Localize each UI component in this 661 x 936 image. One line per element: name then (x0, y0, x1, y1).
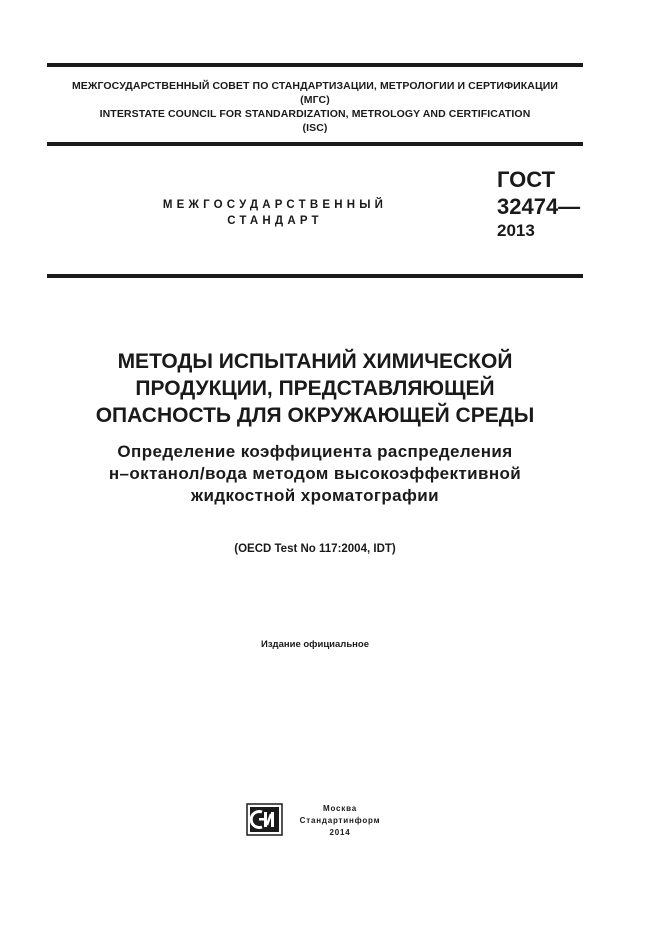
subtitle-line: Определение коэффициента распределения (117, 442, 513, 461)
council-name-en: INTERSTATE COUNCIL FOR STANDARDIZATION, METROLOGY AND CERTIFICATION (99, 108, 531, 120)
top-rule (47, 63, 583, 67)
standartinform-logo-icon (246, 803, 283, 836)
gost-number: 32474— (497, 194, 581, 219)
council-header (47, 79, 583, 135)
publisher-year: 2014 (329, 828, 351, 837)
gost-designation (497, 166, 580, 242)
subtitle-line: жидкостной хроматографии (191, 486, 439, 505)
subtitle-line: н–октанол/вода методом высокоэффективной (108, 464, 522, 483)
standard-type-line1: МЕЖГОСУДАРСТВЕННЫЙ (162, 199, 388, 211)
council-name-ru: МЕЖГОСУДАРСТВЕННЫЙ СОВЕТ ПО СТАНДАРТИЗАЦИИ, МЕТРОЛОГИИ И СЕРТИФИКАЦИИ (71, 80, 559, 92)
document-subtitle (40, 441, 590, 507)
title-line: ПРОДУКЦИИ, ПРЕДСТАВЛЯЮЩЕЙ (135, 377, 495, 400)
gost-year: 2013 (497, 221, 535, 240)
council-abbr-en: (ISC) (302, 122, 328, 134)
publisher-name: Стандартинформ (299, 816, 381, 825)
document-title (40, 348, 590, 429)
publisher-block (288, 803, 392, 839)
upper-rule (47, 142, 583, 146)
standard-type (110, 197, 440, 229)
oecd-reference: (OECD Test No 117:2004, IDT) (234, 543, 396, 555)
gost-label: ГОСТ (497, 167, 556, 192)
council-abbr-ru: (МГС) (300, 94, 330, 106)
lower-rule (47, 274, 583, 278)
title-line: МЕТОДЫ ИСПЫТАНИЙ ХИМИЧЕСКОЙ (117, 350, 513, 373)
publisher-city: Москва (323, 804, 357, 813)
standard-type-line2: СТАНДАРТ (227, 215, 323, 227)
edition-note: Издание официальное (261, 639, 369, 650)
title-line: ОПАСНОСТЬ ДЛЯ ОКРУЖАЮЩЕЙ СРЕДЫ (95, 404, 535, 427)
